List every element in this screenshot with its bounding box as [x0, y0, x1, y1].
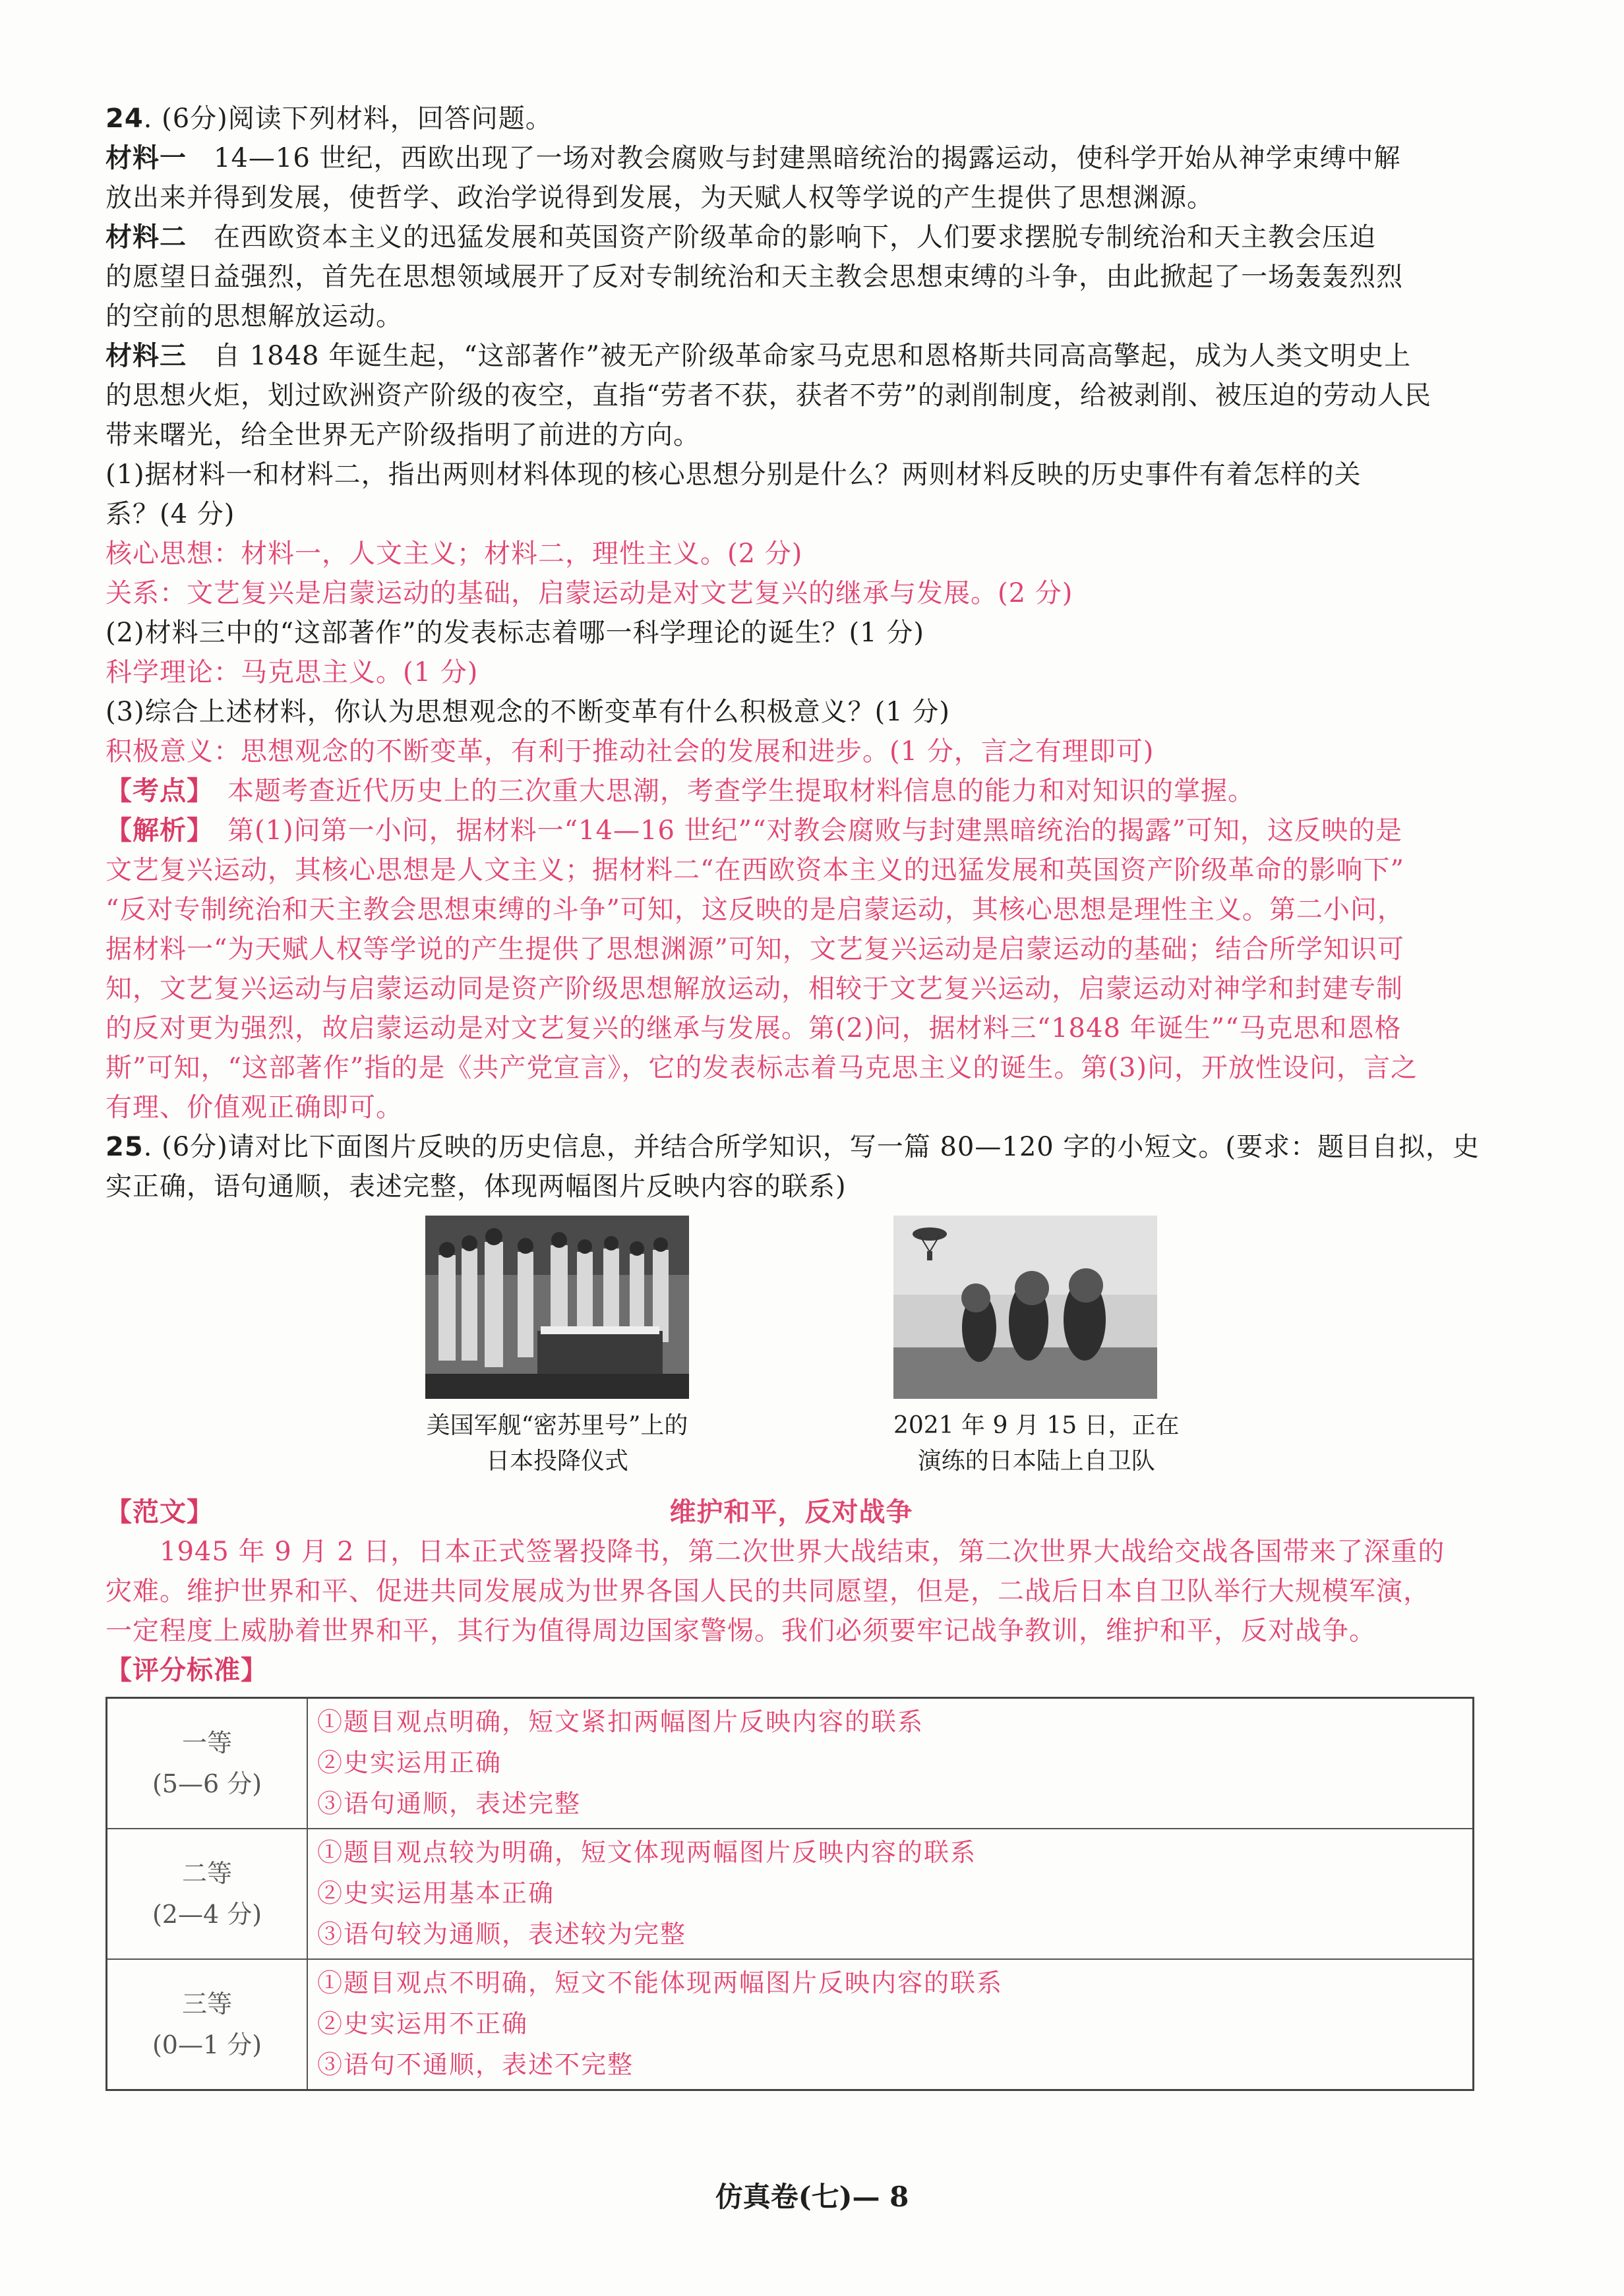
grade-range: (0—1 分): [152, 2030, 262, 2059]
table-row: [107, 1959, 1474, 2090]
figure-1-caption-line-2: 日本投降仪式: [485, 1448, 628, 1475]
answer-3: 积极意义：思想观念的不断变革，有利于推动社会的发展和进步。(1 分，言之有理即可): [105, 736, 1155, 767]
answer-2: 科学理论：马克思主义。(1 分): [105, 657, 479, 688]
q25-stem-line-1: 25. (6分)请对比下面图片反映的历史信息，并结合所学知识，写一篇 80—120 字的小短文。(要求：题目自拟，史: [105, 1132, 1480, 1162]
criterion: ③语句通顺，表述完整: [317, 1789, 582, 1818]
pingfen-tag: 【评分标准】: [105, 1655, 268, 1686]
fanwen-line-1: 1945 年 9 月 2 日，日本正式签署投降书，第二次世界大战结束，第二次世界大战给交战各国带来了深重的: [105, 1537, 1445, 1567]
criterion: ②史实运用正确: [317, 1748, 502, 1777]
answer-1-line-1: 核心思想：材料一，人文主义；材料二，理性主义。(2 分): [105, 539, 803, 569]
fanwen-line-2: 灾难。维护世界和平、促进共同发展成为世界各国人民的共同愿望，但是，二战后日本自卫队举行大规模军演，: [105, 1576, 1430, 1606]
grade-name: 二等: [181, 1859, 232, 1888]
sub-question-1-line-1: (1)据材料一和材料二，指出两则材料体现的核心思想分别是什么？两则材料反映的历史事件有着怎样的关: [105, 459, 1362, 490]
material-3-line-1: 材料三 自 1848 年诞生起，“这部著作”被无产阶级革命家马克思和恩格斯共同高高擎起，成为人类文明史上: [105, 341, 1412, 371]
jiexi-line-6: 的反对更为强烈，故启蒙运动是对文艺复兴的继承与发展。第(2)问，据材料三“1848 年诞生”“马克思和恩格: [105, 1013, 1402, 1044]
material-2-line-3: 的空前的思想解放运动。: [105, 301, 403, 332]
criteria-cell: [307, 1829, 1474, 1959]
kaodian: 【考点】 本题考查近代历史上的三次重大思潮，考查学生提取材料信息的能力和对知识的掌握。: [105, 775, 1255, 806]
jiexi-line-1: 【解析】 第(1)问第一小问，据材料一“14—16 世纪”“对教会腐败与封建黑暗统治的揭露”可知，这反映的是: [105, 815, 1402, 846]
material-3-tag: 材料三: [105, 341, 187, 371]
q25-stem-line-2: 实正确，语句通顺，表述完整，体现两幅图片反映内容的联系): [105, 1171, 847, 1202]
material-2-tag: 材料二: [105, 222, 187, 252]
pingfen-heading: [105, 1651, 1477, 1690]
figure-1: [425, 1216, 689, 1479]
self-defense-drill-photo: [893, 1216, 1157, 1399]
sub-question-3: (3)综合上述材料，你认为思想观念的不断变革有什么积极意义？(1 分): [105, 697, 951, 727]
surrender-ceremony-photo: [425, 1216, 689, 1399]
surrender-ceremony-image: [425, 1216, 689, 1399]
table-row: [107, 1698, 1474, 1829]
fanwen-line-3: 一定程度上威胁着世界和平，其行为值得周边国家警惕。我们必须要牢记战争教训，维护和平，反对战争。: [105, 1616, 1376, 1646]
jiexi-tag: 【解析】: [105, 815, 200, 846]
self-defense-drill-image: [893, 1216, 1157, 1399]
criterion: ①题目观点较为明确，短文体现两幅图片反映内容的联系: [317, 1838, 977, 1867]
jiexi-line-8: 有理、价值观正确即可。: [105, 1092, 403, 1123]
material-3-line-3: 带来曙光，给全世界无产阶级指明了前进的方向。: [105, 420, 700, 450]
material-1-tag: 材料一: [105, 143, 187, 173]
material-3-line-2: 的思想火炬，划过欧洲资产阶级的夜空，直指“劳者不获，获者不劳”的剥削制度，给被剥削、被压迫的劳动人民: [105, 380, 1431, 411]
fanwen-title: 维护和平，反对战争: [669, 1496, 913, 1527]
criterion: ③语句不通顺，表述不完整: [317, 2050, 634, 2079]
kaodian-tag: 【考点】: [105, 775, 200, 806]
page-footer: 仿真卷(七)— 8: [715, 2181, 909, 2213]
figure-2-caption-line-1: 2021 年 9 月 15 日，正在: [893, 1412, 1180, 1439]
grade-cell: [107, 1698, 308, 1829]
criteria-cell: [307, 1698, 1474, 1829]
fanwen-tag: 【范文】: [105, 1496, 214, 1527]
grade-cell: [107, 1829, 308, 1959]
table-row: [107, 1829, 1474, 1959]
material-2-line-2: 的愿望日益强烈，首先在思想领域展开了反对专制统治和天主教会思想束缚的斗争，由此掀起了一场轰轰烈烈: [105, 262, 1403, 292]
material-1-line-1: 材料一 14—16 世纪，西欧出现了一场对教会腐败与封建黑暗统治的揭露运动，使科学开始从神学束缚中解: [105, 143, 1401, 173]
jiexi-line-3: “反对专制统治和天主教会思想束缚的斗争”可知，这反映的是启蒙运动，其核心思想是理性主义。第二小问，: [105, 895, 1404, 925]
criterion: ②史实运用基本正确: [317, 1879, 555, 1908]
criterion: ②史实运用不正确: [317, 2009, 529, 2038]
jiexi-line-5: 知，文艺复兴运动与启蒙运动同是资产阶级思想解放运动，相较于文艺复兴运动，启蒙运动对神学和封建专制: [105, 974, 1403, 1004]
scoring-table: [105, 1697, 1474, 2091]
material-2-line-1: 材料二 在西欧资本主义的迅猛发展和英国资产阶级革命的影响下，人们要求摆脱专制统治和天主教会压迫: [105, 222, 1376, 252]
grade-range: (5—6 分): [152, 1769, 262, 1798]
criterion: ①题目观点不明确，短文不能体现两幅图片反映内容的联系: [317, 1968, 1004, 1997]
jiexi-line-4: 据材料一“为天赋人权等学说的产生提供了思想渊源”可知，文艺复兴运动是启蒙运动的基础；结合所学知识可: [105, 934, 1404, 964]
criterion: ③语句较为通顺，表述较为完整: [317, 1920, 687, 1949]
q24-stem: 24. (6分)阅读下列材料，回答问题。: [105, 103, 553, 134]
criteria-cell: [307, 1959, 1474, 2090]
sub-question-1-line-2: 系？(4 分): [105, 499, 235, 529]
fanwen-heading: [105, 1492, 1477, 1532]
figure-row: [105, 1216, 1477, 1492]
page-content: [105, 99, 1480, 2091]
figure-2: [893, 1216, 1180, 1479]
material-1-line-2: 放出来并得到发展，使哲学、政治学说得到发展，为天赋人权等学说的产生提供了思想渊源。: [105, 183, 1214, 213]
answer-1-line-2: 关系：文艺复兴是启蒙运动的基础，启蒙运动是对文艺复兴的继承与发展。(2 分): [105, 578, 1073, 608]
jiexi-line-2: 文艺复兴运动，其核心思想是人文主义；据材料二“在西欧资本主义的迅猛发展和英国资产阶级革命的影响下”: [105, 855, 1404, 885]
grade-name: 三等: [181, 1989, 232, 2018]
grade-cell: [107, 1959, 308, 2090]
sub-question-2: (2)材料三中的“这部著作”的发表标志着哪一科学理论的诞生？(1 分): [105, 618, 924, 648]
grade-name: 一等: [181, 1728, 232, 1757]
figure-2-caption-line-2: 演练的日本陆上自卫队: [917, 1448, 1155, 1475]
criterion: ①题目观点明确，短文紧扣两幅图片反映内容的联系: [317, 1707, 924, 1736]
figure-1-caption-line-1: 美国军舰“密苏里号”上的: [426, 1412, 688, 1439]
jiexi-line-7: 斯”可知，“这部著作”指的是《共产党宣言》，它的发表标志着马克思主义的诞生。第(3)问，开放性设问，言之: [105, 1053, 1418, 1083]
grade-range: (2—4 分): [152, 1900, 262, 1929]
